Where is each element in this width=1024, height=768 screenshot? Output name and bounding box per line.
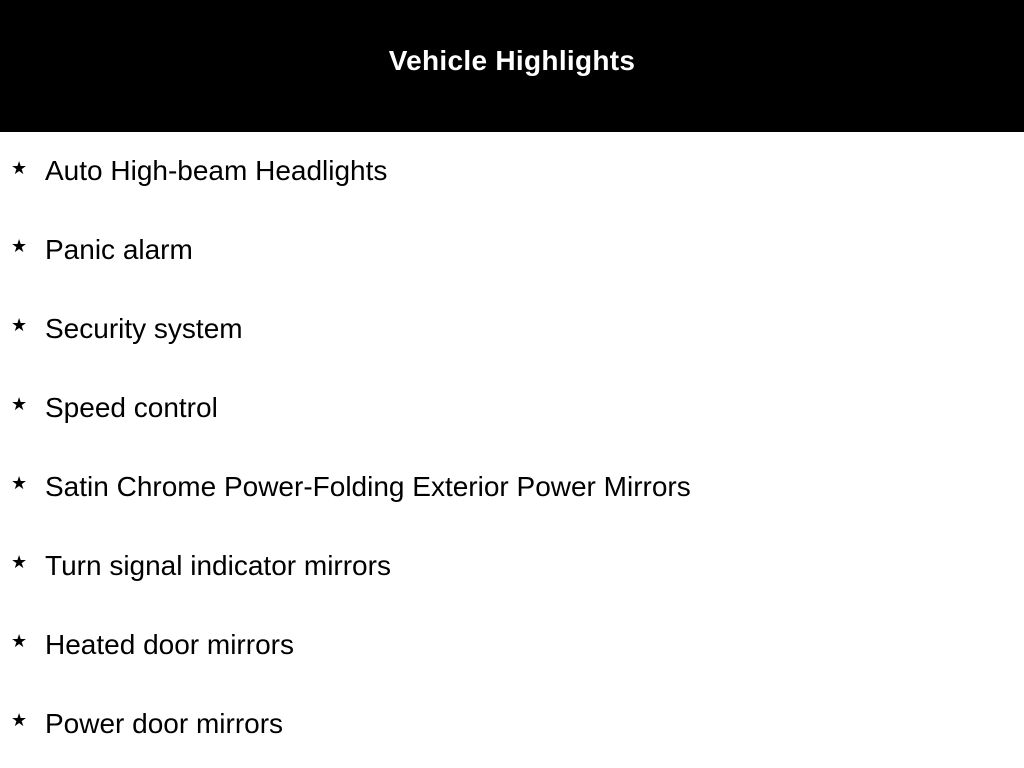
- highlight-label: Heated door mirrors: [45, 629, 294, 660]
- star-icon: ★: [11, 710, 28, 731]
- list-item: [0, 606, 1024, 685]
- highlights-list: [0, 135, 1024, 764]
- highlight-label: Auto High-beam Headlights: [45, 155, 388, 186]
- star-icon: ★: [11, 394, 28, 415]
- list-item: [0, 448, 1024, 527]
- list-item: [0, 135, 1024, 211]
- star-icon: ★: [11, 552, 28, 573]
- highlight-label: Turn signal indicator mirrors: [45, 550, 391, 581]
- highlight-label: Security system: [45, 313, 243, 344]
- star-icon: ★: [11, 236, 28, 257]
- page-title: Vehicle Highlights: [388, 45, 636, 76]
- highlight-label: Speed control: [45, 392, 218, 423]
- star-icon: ★: [11, 315, 28, 336]
- header-banner: [0, 0, 1024, 132]
- list-item: [0, 685, 1024, 764]
- star-icon: ★: [11, 473, 28, 494]
- star-icon: ★: [11, 158, 28, 179]
- list-item: [0, 527, 1024, 606]
- list-item: [0, 211, 1024, 290]
- star-icon: ★: [11, 631, 28, 652]
- list-item: [0, 369, 1024, 448]
- highlight-label: Panic alarm: [45, 234, 193, 265]
- list-item: [0, 290, 1024, 369]
- highlight-label: Satin Chrome Power-Folding Exterior Power Mirrors: [45, 471, 691, 502]
- highlight-label: Power door mirrors: [45, 708, 284, 739]
